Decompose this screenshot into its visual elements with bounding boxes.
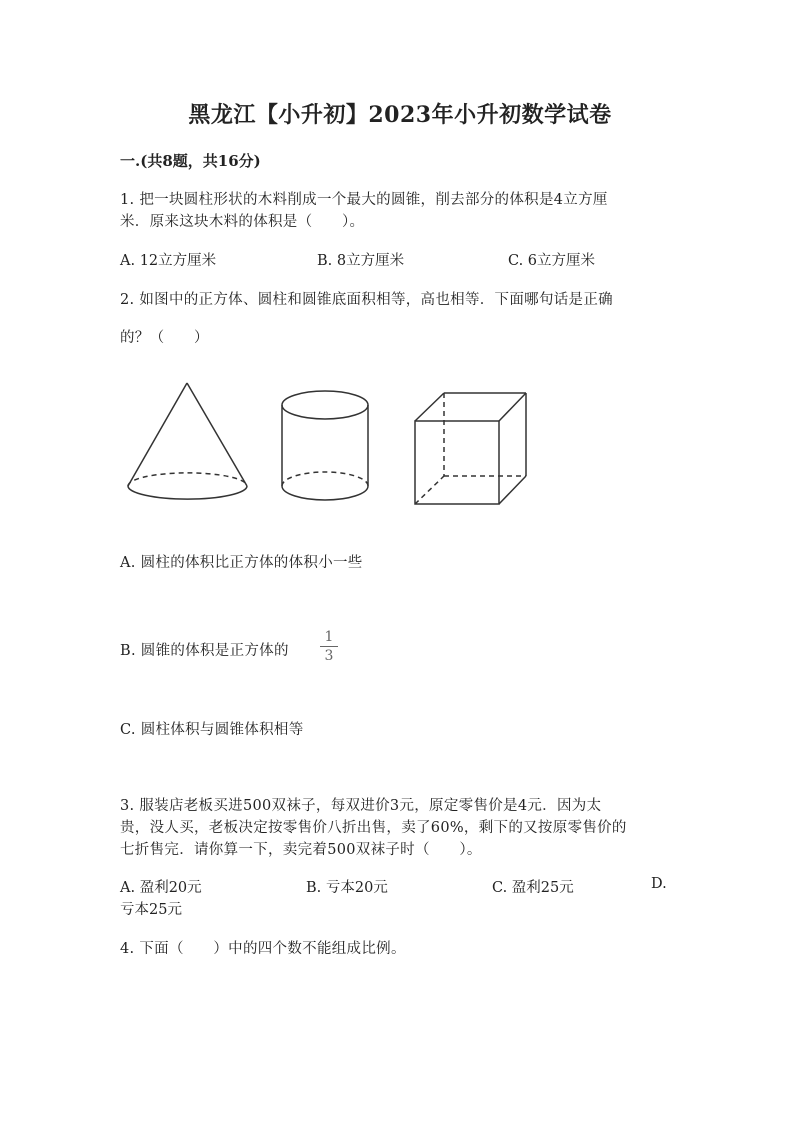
q2-stem-line-1: 2. 如图中的正方体、圆柱和圆锥底面积相等，高也相等．下面哪句话是正确 (120, 292, 613, 308)
q4-stem-line-1: 4. 下面（ ）中的四个数不能组成比例。 (120, 941, 406, 957)
fraction-denominator: 3 (324, 648, 334, 664)
one-third-fraction (320, 630, 338, 664)
q1-stem-line-1: 1. 把一块圆柱形状的木料削成一个最大的圆锥，削去部分的体积是4立方厘 (120, 192, 608, 208)
q1-option-b: B. 8立方厘米 (317, 253, 405, 269)
fraction-bar (320, 646, 338, 647)
cone-figure (128, 383, 247, 499)
q3-option-d-text: 亏本25元 (120, 902, 182, 918)
fraction-numerator: 1 (324, 629, 334, 645)
page-title: 黑龙江【小升初】2023年小升初数学试卷 (188, 102, 612, 128)
cylinder-figure (282, 391, 368, 500)
q3-option-b: B. 亏本20元 (306, 880, 388, 896)
q3-option-c: C. 盈利25元 (492, 880, 574, 896)
q1-stem-line-2: 米．原来这块木料的体积是（ ）。 (120, 214, 365, 230)
solids-figure (110, 375, 540, 515)
q1-option-c: C. 6立方厘米 (508, 253, 596, 269)
section-heading: 一.(共8题，共16分) (120, 152, 261, 170)
q3-stem-line-3: 七折售完．请你算一下，卖完着500双袜子时（ ）。 (120, 842, 482, 858)
q3-stem-line-1: 3. 服装店老板买进500双袜子，每双进价3元，原定零售价是4元．因为太 (120, 798, 602, 814)
q3-option-d-label: D. (651, 876, 667, 892)
q2-option-a: A. 圆柱的体积比正方体的体积小一些 (120, 555, 363, 571)
cube-figure (415, 393, 526, 504)
q1-option-a: A. 12立方厘米 (120, 253, 217, 269)
q2-option-c: C. 圆柱体积与圆锥体积相等 (120, 722, 304, 738)
q3-option-a: A. 盈利20元 (120, 880, 202, 896)
q2-option-b: B. 圆锥的体积是正方体的 (120, 643, 289, 659)
q3-stem-line-2: 贵，没人买，老板决定按零售价八折出售，卖了60%，剩下的又按原零售价的 (120, 820, 627, 836)
q2-stem-line-2: 的？（ ） (120, 330, 209, 346)
